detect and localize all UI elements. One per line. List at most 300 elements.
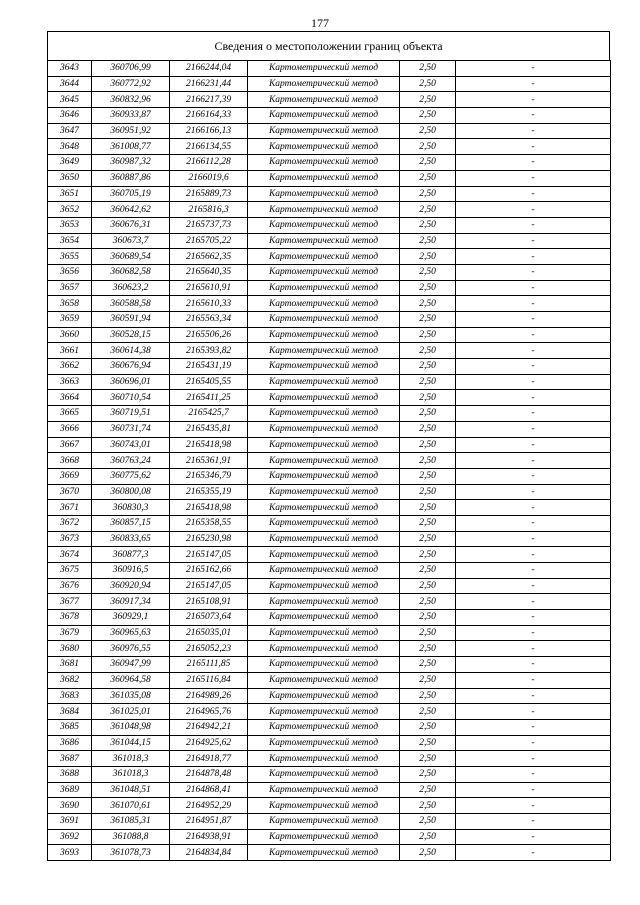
table-row — [48, 139, 611, 155]
description-cell: - — [456, 186, 611, 202]
description-cell: - — [456, 625, 611, 641]
description-cell: - — [456, 547, 611, 563]
x-coordinate-cell: 360676,31 — [92, 217, 170, 233]
description-cell: - — [456, 76, 611, 92]
y-coordinate-cell: 2165035,01 — [170, 625, 248, 641]
point-number-cell: 3665 — [48, 406, 92, 422]
y-coordinate-cell: 2165111,85 — [170, 657, 248, 673]
description-cell: - — [456, 139, 611, 155]
description-cell: - — [456, 531, 611, 547]
x-coordinate-cell: 360673,7 — [92, 233, 170, 249]
point-number-cell: 3678 — [48, 610, 92, 626]
point-number-cell: 3652 — [48, 202, 92, 218]
point-number-cell: 3655 — [48, 249, 92, 265]
table-row — [48, 233, 611, 249]
table-row — [48, 437, 611, 453]
table-row — [48, 515, 611, 531]
accuracy-cell: 2,50 — [400, 751, 456, 767]
point-number-cell: 3648 — [48, 139, 92, 155]
method-cell: Картометрический метод — [248, 453, 400, 469]
method-cell: Картометрический метод — [248, 421, 400, 437]
method-cell: Картометрический метод — [248, 766, 400, 782]
accuracy-cell: 2,50 — [400, 782, 456, 798]
x-coordinate-cell: 361018,3 — [92, 766, 170, 782]
x-coordinate-cell: 360951,92 — [92, 123, 170, 139]
accuracy-cell: 2,50 — [400, 296, 456, 312]
x-coordinate-cell: 361048,98 — [92, 719, 170, 735]
table-row — [48, 61, 611, 77]
description-cell: - — [456, 766, 611, 782]
description-cell: - — [456, 280, 611, 296]
y-coordinate-cell: 2165361,91 — [170, 453, 248, 469]
method-cell: Картометрический метод — [248, 139, 400, 155]
point-number-cell: 3664 — [48, 390, 92, 406]
table-row — [48, 264, 611, 280]
accuracy-cell: 2,50 — [400, 249, 456, 265]
y-coordinate-cell: 2166166,13 — [170, 123, 248, 139]
accuracy-cell: 2,50 — [400, 735, 456, 751]
x-coordinate-cell: 360682,58 — [92, 264, 170, 280]
description-cell: - — [456, 798, 611, 814]
accuracy-cell: 2,50 — [400, 155, 456, 171]
accuracy-cell: 2,50 — [400, 264, 456, 280]
point-number-cell: 3658 — [48, 296, 92, 312]
y-coordinate-cell: 2165418,98 — [170, 500, 248, 516]
table-row — [48, 374, 611, 390]
accuracy-cell: 2,50 — [400, 139, 456, 155]
description-cell: - — [456, 390, 611, 406]
method-cell: Картометрический метод — [248, 108, 400, 124]
method-cell: Картометрический метод — [248, 186, 400, 202]
table-row — [48, 390, 611, 406]
point-number-cell: 3646 — [48, 108, 92, 124]
method-cell: Картометрический метод — [248, 657, 400, 673]
method-cell: Картометрический метод — [248, 92, 400, 108]
table-row — [48, 719, 611, 735]
point-number-cell: 3663 — [48, 374, 92, 390]
method-cell: Картометрический метод — [248, 327, 400, 343]
x-coordinate-cell: 360917,34 — [92, 594, 170, 610]
x-coordinate-cell: 360528,15 — [92, 327, 170, 343]
point-number-cell: 3680 — [48, 641, 92, 657]
accuracy-cell: 2,50 — [400, 719, 456, 735]
y-coordinate-cell: 2165147,05 — [170, 578, 248, 594]
point-number-cell: 3681 — [48, 657, 92, 673]
table-row — [48, 735, 611, 751]
accuracy-cell: 2,50 — [400, 123, 456, 139]
table-row — [48, 92, 611, 108]
accuracy-cell: 2,50 — [400, 421, 456, 437]
x-coordinate-cell: 360832,96 — [92, 92, 170, 108]
point-number-cell: 3645 — [48, 92, 92, 108]
method-cell: Картометрический метод — [248, 312, 400, 328]
description-cell: - — [456, 735, 611, 751]
y-coordinate-cell: 2165610,33 — [170, 296, 248, 312]
y-coordinate-cell: 2166217,39 — [170, 92, 248, 108]
description-cell: - — [456, 312, 611, 328]
description-cell: - — [456, 264, 611, 280]
table-row — [48, 798, 611, 814]
description-cell: - — [456, 92, 611, 108]
coordinates-table — [47, 60, 611, 861]
accuracy-cell: 2,50 — [400, 625, 456, 641]
method-cell: Картометрический метод — [248, 563, 400, 579]
table-row — [48, 170, 611, 186]
x-coordinate-cell: 361035,08 — [92, 688, 170, 704]
x-coordinate-cell: 360614,38 — [92, 343, 170, 359]
description-cell: - — [456, 155, 611, 171]
description-cell: - — [456, 108, 611, 124]
accuracy-cell: 2,50 — [400, 594, 456, 610]
point-number-cell: 3666 — [48, 421, 92, 437]
table-row — [48, 704, 611, 720]
y-coordinate-cell: 2164989,26 — [170, 688, 248, 704]
point-number-cell: 3659 — [48, 312, 92, 328]
y-coordinate-cell: 2165162,66 — [170, 563, 248, 579]
point-number-cell: 3685 — [48, 719, 92, 735]
point-number-cell: 3669 — [48, 468, 92, 484]
table-row — [48, 343, 611, 359]
description-cell: - — [456, 515, 611, 531]
point-number-cell: 3690 — [48, 798, 92, 814]
y-coordinate-cell: 2165610,91 — [170, 280, 248, 296]
x-coordinate-cell: 360743,01 — [92, 437, 170, 453]
x-coordinate-cell: 361078,73 — [92, 845, 170, 861]
table-row — [48, 327, 611, 343]
y-coordinate-cell: 2165393,82 — [170, 343, 248, 359]
method-cell: Картометрический метод — [248, 610, 400, 626]
method-cell: Картометрический метод — [248, 500, 400, 516]
description-cell: - — [456, 468, 611, 484]
point-number-cell: 3687 — [48, 751, 92, 767]
y-coordinate-cell: 2165405,55 — [170, 374, 248, 390]
point-number-cell: 3683 — [48, 688, 92, 704]
y-coordinate-cell: 2164925,62 — [170, 735, 248, 751]
point-number-cell: 3651 — [48, 186, 92, 202]
table-row — [48, 657, 611, 673]
x-coordinate-cell: 360676,94 — [92, 359, 170, 375]
accuracy-cell: 2,50 — [400, 688, 456, 704]
y-coordinate-cell: 2165147,05 — [170, 547, 248, 563]
table-row — [48, 751, 611, 767]
table-row — [48, 468, 611, 484]
point-number-cell: 3684 — [48, 704, 92, 720]
y-coordinate-cell: 2165108,91 — [170, 594, 248, 610]
accuracy-cell: 2,50 — [400, 202, 456, 218]
point-number-cell: 3660 — [48, 327, 92, 343]
point-number-cell: 3656 — [48, 264, 92, 280]
point-number-cell: 3693 — [48, 845, 92, 861]
description-cell: - — [456, 563, 611, 579]
table-row — [48, 186, 611, 202]
method-cell: Картометрический метод — [248, 359, 400, 375]
y-coordinate-cell: 2165816,3 — [170, 202, 248, 218]
method-cell: Картометрический метод — [248, 547, 400, 563]
accuracy-cell: 2,50 — [400, 829, 456, 845]
y-coordinate-cell: 2166112,28 — [170, 155, 248, 171]
point-number-cell: 3668 — [48, 453, 92, 469]
description-cell: - — [456, 845, 611, 861]
accuracy-cell: 2,50 — [400, 359, 456, 375]
method-cell: Картометрический метод — [248, 829, 400, 845]
description-cell: - — [456, 641, 611, 657]
y-coordinate-cell: 2164868,41 — [170, 782, 248, 798]
description-cell: - — [456, 578, 611, 594]
accuracy-cell: 2,50 — [400, 515, 456, 531]
accuracy-cell: 2,50 — [400, 468, 456, 484]
table-row — [48, 123, 611, 139]
accuracy-cell: 2,50 — [400, 657, 456, 673]
accuracy-cell: 2,50 — [400, 578, 456, 594]
point-number-cell: 3686 — [48, 735, 92, 751]
table-row — [48, 359, 611, 375]
point-number-cell: 3662 — [48, 359, 92, 375]
point-number-cell: 3644 — [48, 76, 92, 92]
x-coordinate-cell: 360763,24 — [92, 453, 170, 469]
description-cell: - — [456, 751, 611, 767]
description-cell: - — [456, 202, 611, 218]
y-coordinate-cell: 2165116,84 — [170, 672, 248, 688]
table-title: Сведения о местоположении границ объекта — [47, 31, 610, 60]
x-coordinate-cell: 360947,99 — [92, 657, 170, 673]
accuracy-cell: 2,50 — [400, 563, 456, 579]
accuracy-cell: 2,50 — [400, 547, 456, 563]
accuracy-cell: 2,50 — [400, 798, 456, 814]
accuracy-cell: 2,50 — [400, 108, 456, 124]
method-cell: Картометрический метод — [248, 672, 400, 688]
method-cell: Картометрический метод — [248, 374, 400, 390]
y-coordinate-cell: 2165425,7 — [170, 406, 248, 422]
y-coordinate-cell: 2164918,77 — [170, 751, 248, 767]
accuracy-cell: 2,50 — [400, 814, 456, 830]
method-cell: Картометрический метод — [248, 249, 400, 265]
point-number-cell: 3671 — [48, 500, 92, 516]
table-row — [48, 202, 611, 218]
method-cell: Картометрический метод — [248, 578, 400, 594]
point-number-cell: 3661 — [48, 343, 92, 359]
accuracy-cell: 2,50 — [400, 280, 456, 296]
table-row — [48, 610, 611, 626]
table-row — [48, 563, 611, 579]
description-cell: - — [456, 704, 611, 720]
description-cell: - — [456, 610, 611, 626]
x-coordinate-cell: 361044,15 — [92, 735, 170, 751]
accuracy-cell: 2,50 — [400, 500, 456, 516]
x-coordinate-cell: 361085,31 — [92, 814, 170, 830]
method-cell: Картометрический метод — [248, 390, 400, 406]
accuracy-cell: 2,50 — [400, 406, 456, 422]
point-number-cell: 3653 — [48, 217, 92, 233]
point-number-cell: 3691 — [48, 814, 92, 830]
table-row — [48, 845, 611, 861]
x-coordinate-cell: 361048,51 — [92, 782, 170, 798]
point-number-cell: 3674 — [48, 547, 92, 563]
x-coordinate-cell: 360775,62 — [92, 468, 170, 484]
accuracy-cell: 2,50 — [400, 531, 456, 547]
y-coordinate-cell: 2164951,87 — [170, 814, 248, 830]
table-row — [48, 484, 611, 500]
y-coordinate-cell: 2165889,73 — [170, 186, 248, 202]
method-cell: Картометрический метод — [248, 264, 400, 280]
y-coordinate-cell: 2165435,81 — [170, 421, 248, 437]
accuracy-cell: 2,50 — [400, 186, 456, 202]
point-number-cell: 3657 — [48, 280, 92, 296]
description-cell: - — [456, 217, 611, 233]
x-coordinate-cell: 360696,01 — [92, 374, 170, 390]
point-number-cell: 3689 — [48, 782, 92, 798]
page-number: 177 — [311, 16, 329, 30]
x-coordinate-cell: 361025,01 — [92, 704, 170, 720]
y-coordinate-cell: 2165737,73 — [170, 217, 248, 233]
point-number-cell: 3692 — [48, 829, 92, 845]
point-number-cell: 3688 — [48, 766, 92, 782]
x-coordinate-cell: 360987,32 — [92, 155, 170, 171]
x-coordinate-cell: 360800,08 — [92, 484, 170, 500]
method-cell: Картометрический метод — [248, 202, 400, 218]
y-coordinate-cell: 2164878,48 — [170, 766, 248, 782]
table-row — [48, 547, 611, 563]
method-cell: Картометрический метод — [248, 641, 400, 657]
method-cell: Картометрический метод — [248, 814, 400, 830]
table-row — [48, 641, 611, 657]
point-number-cell: 3673 — [48, 531, 92, 547]
description-cell: - — [456, 374, 611, 390]
accuracy-cell: 2,50 — [400, 672, 456, 688]
x-coordinate-cell: 360706,99 — [92, 61, 170, 77]
table-row — [48, 312, 611, 328]
description-cell: - — [456, 672, 611, 688]
description-cell: - — [456, 233, 611, 249]
y-coordinate-cell: 2165506,26 — [170, 327, 248, 343]
y-coordinate-cell: 2166019,6 — [170, 170, 248, 186]
table-row — [48, 155, 611, 171]
accuracy-cell: 2,50 — [400, 374, 456, 390]
y-coordinate-cell: 2165705,22 — [170, 233, 248, 249]
accuracy-cell: 2,50 — [400, 327, 456, 343]
method-cell: Картометрический метод — [248, 782, 400, 798]
x-coordinate-cell: 360965,63 — [92, 625, 170, 641]
x-coordinate-cell: 360731,74 — [92, 421, 170, 437]
x-coordinate-cell: 361018,3 — [92, 751, 170, 767]
y-coordinate-cell: 2165640,35 — [170, 264, 248, 280]
method-cell: Картометрический метод — [248, 625, 400, 641]
table-body — [48, 61, 611, 861]
x-coordinate-cell: 360933,87 — [92, 108, 170, 124]
method-cell: Картометрический метод — [248, 155, 400, 171]
description-cell: - — [456, 594, 611, 610]
point-number-cell: 3676 — [48, 578, 92, 594]
description-cell: - — [456, 343, 611, 359]
method-cell: Картометрический метод — [248, 688, 400, 704]
table-row — [48, 814, 611, 830]
x-coordinate-cell: 360772,92 — [92, 76, 170, 92]
method-cell: Картометрический метод — [248, 719, 400, 735]
x-coordinate-cell: 360710,54 — [92, 390, 170, 406]
point-number-cell: 3650 — [48, 170, 92, 186]
description-cell: - — [456, 359, 611, 375]
y-coordinate-cell: 2165073,64 — [170, 610, 248, 626]
point-number-cell: 3675 — [48, 563, 92, 579]
x-coordinate-cell: 360929,1 — [92, 610, 170, 626]
accuracy-cell: 2,50 — [400, 641, 456, 657]
method-cell: Картометрический метод — [248, 845, 400, 861]
x-coordinate-cell: 360857,15 — [92, 515, 170, 531]
x-coordinate-cell: 361008,77 — [92, 139, 170, 155]
table-row — [48, 76, 611, 92]
x-coordinate-cell: 360920,94 — [92, 578, 170, 594]
method-cell: Картометрический метод — [248, 170, 400, 186]
y-coordinate-cell: 2166244,04 — [170, 61, 248, 77]
method-cell: Картометрический метод — [248, 594, 400, 610]
y-coordinate-cell: 2164965,76 — [170, 704, 248, 720]
x-coordinate-cell: 360719,51 — [92, 406, 170, 422]
description-cell: - — [456, 814, 611, 830]
x-coordinate-cell: 360916,5 — [92, 563, 170, 579]
method-cell: Картометрический метод — [248, 123, 400, 139]
x-coordinate-cell: 360833,65 — [92, 531, 170, 547]
accuracy-cell: 2,50 — [400, 704, 456, 720]
method-cell: Картометрический метод — [248, 531, 400, 547]
accuracy-cell: 2,50 — [400, 484, 456, 500]
y-coordinate-cell: 2164938,91 — [170, 829, 248, 845]
y-coordinate-cell: 2164942,21 — [170, 719, 248, 735]
accuracy-cell: 2,50 — [400, 766, 456, 782]
description-cell: - — [456, 719, 611, 735]
table-row — [48, 296, 611, 312]
accuracy-cell: 2,50 — [400, 92, 456, 108]
x-coordinate-cell: 361088,8 — [92, 829, 170, 845]
point-number-cell: 3654 — [48, 233, 92, 249]
x-coordinate-cell: 360642,62 — [92, 202, 170, 218]
table-row — [48, 500, 611, 516]
method-cell: Картометрический метод — [248, 484, 400, 500]
table-row — [48, 688, 611, 704]
accuracy-cell: 2,50 — [400, 610, 456, 626]
point-number-cell: 3670 — [48, 484, 92, 500]
x-coordinate-cell: 360877,3 — [92, 547, 170, 563]
x-coordinate-cell: 360830,3 — [92, 500, 170, 516]
method-cell: Картометрический метод — [248, 343, 400, 359]
point-number-cell: 3679 — [48, 625, 92, 641]
method-cell: Картометрический метод — [248, 217, 400, 233]
description-cell: - — [456, 829, 611, 845]
description-cell: - — [456, 406, 611, 422]
y-coordinate-cell: 2166164,33 — [170, 108, 248, 124]
method-cell: Картометрический метод — [248, 233, 400, 249]
table-row — [48, 531, 611, 547]
x-coordinate-cell: 360705,19 — [92, 186, 170, 202]
accuracy-cell: 2,50 — [400, 453, 456, 469]
table-row — [48, 280, 611, 296]
table-row — [48, 453, 611, 469]
point-number-cell: 3647 — [48, 123, 92, 139]
accuracy-cell: 2,50 — [400, 437, 456, 453]
x-coordinate-cell: 361070,61 — [92, 798, 170, 814]
table-row — [48, 249, 611, 265]
description-cell: - — [456, 437, 611, 453]
description-cell: - — [456, 782, 611, 798]
x-coordinate-cell: 360588,58 — [92, 296, 170, 312]
method-cell: Картометрический метод — [248, 296, 400, 312]
y-coordinate-cell: 2165346,79 — [170, 468, 248, 484]
x-coordinate-cell: 360976,55 — [92, 641, 170, 657]
x-coordinate-cell: 360591,94 — [92, 312, 170, 328]
description-cell: - — [456, 500, 611, 516]
table-row — [48, 217, 611, 233]
table-row — [48, 782, 611, 798]
method-cell: Картометрический метод — [248, 515, 400, 531]
boundary-table-frame — [47, 31, 610, 861]
